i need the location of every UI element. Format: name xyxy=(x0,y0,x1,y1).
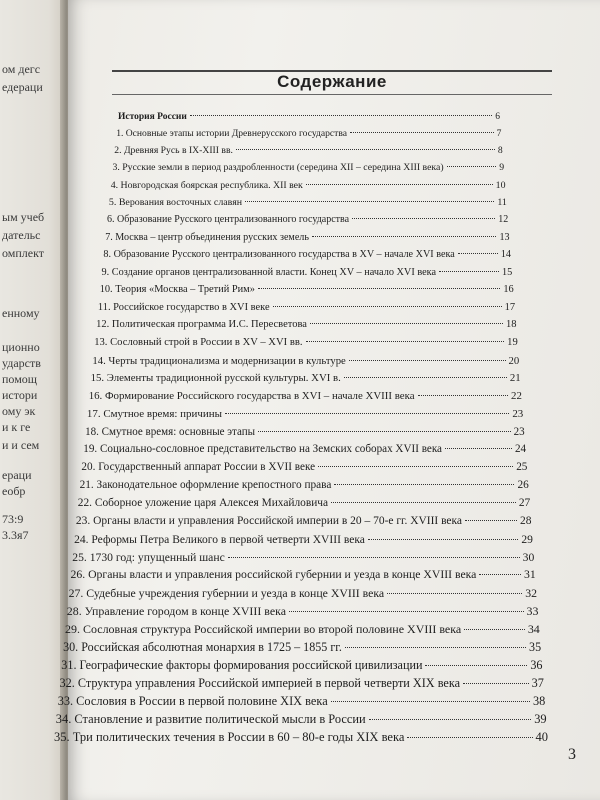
toc-entry xyxy=(83,443,526,455)
toc-entry-title: 30. Российская абсолютная монархия в 1725 – 1855 гг. xyxy=(63,640,342,655)
toc-entry-page: 25 xyxy=(516,461,528,474)
toc-entry-page: 21 xyxy=(509,372,521,385)
toc-entry xyxy=(103,249,511,260)
toc-section-heading xyxy=(118,112,500,122)
toc-leader-dots xyxy=(349,360,506,361)
toc-entry-page: 19 xyxy=(507,337,518,348)
toc-entry-title: 25. 1730 год: упущенный шанс xyxy=(72,550,225,564)
toc-entry-page: 22 xyxy=(511,390,522,403)
toc-entry-page: 27 xyxy=(518,496,531,509)
toc-leader-dots xyxy=(334,484,514,485)
page-number: 3 xyxy=(568,746,576,763)
toc-entry-page: 9 xyxy=(499,162,505,174)
toc-entry xyxy=(85,426,525,438)
toc-leader-dots xyxy=(439,271,499,272)
toc-leader-dots xyxy=(465,520,517,521)
toc-leader-dots xyxy=(331,502,516,503)
toc-entry-title: 18. Смутное время: основные этапы xyxy=(85,425,256,438)
toc-entry-title: 8. Образование Русского централизованного государства в XV – начале XVI века xyxy=(103,249,455,261)
toc-entry-title: 15. Элементы традиционной русской культуры. XVI в. xyxy=(90,372,341,385)
toc-entry-page: 37 xyxy=(531,676,544,690)
toc-leader-dots xyxy=(418,395,508,396)
toc-entry-title: 31. Географические факторы формирования российской цивилизации xyxy=(61,658,423,672)
toc-entry-title: 13. Сословный строй в России в XV – XVI вв. xyxy=(94,337,303,348)
facing-page-text-fragment: 3.3я7 xyxy=(2,528,29,542)
toc-entry xyxy=(69,586,537,601)
toc-entry-page: 39 xyxy=(534,712,547,726)
toc-entry-page: 23 xyxy=(513,425,525,438)
toc-leader-dots xyxy=(190,115,492,116)
facing-page-text-fragment: помощ xyxy=(2,372,38,386)
toc-entry-title: 10. Теория «Москва – Третий Рим» xyxy=(99,284,255,296)
toc-entry xyxy=(114,145,502,156)
facing-page-text-fragment: дательс xyxy=(2,228,41,242)
toc-entry-page: 32 xyxy=(525,586,537,601)
toc-entry-page: 11 xyxy=(497,196,507,208)
toc-entry xyxy=(81,461,527,473)
toc-entry-page: 17 xyxy=(504,301,516,313)
toc-entry-page: 23 xyxy=(512,407,524,420)
toc-entry-title: 17. Смутное время: причины xyxy=(86,407,222,420)
toc-entry xyxy=(74,533,533,546)
toc-leader-dots xyxy=(273,306,502,307)
toc-entry-page: 29 xyxy=(521,532,533,546)
toc-entry xyxy=(78,497,530,509)
toc-entry-title: 6. Образование Русского централизованного государства xyxy=(107,214,350,226)
toc-entry-title: 21. Законодательное оформление крепостного права xyxy=(79,479,332,491)
toc-entry-page: 12 xyxy=(498,214,509,226)
toc-entry-page: 34 xyxy=(527,622,540,637)
toc-entry-page: 20 xyxy=(508,354,520,367)
toc-entry xyxy=(109,197,507,208)
toc-entry-page: 18 xyxy=(505,319,517,331)
toc-leader-dots xyxy=(306,341,505,342)
toc-entry-title: 22. Соборное уложение царя Алексея Михайловича xyxy=(77,496,329,509)
toc-entry-page: 6 xyxy=(495,112,500,122)
toc-entry-page: 31 xyxy=(523,568,536,582)
toc-entry xyxy=(113,162,505,173)
toc-leader-dots xyxy=(236,149,495,150)
facing-page-text-fragment: и к ге xyxy=(2,420,31,434)
facing-page-text-fragment: истори xyxy=(2,388,38,402)
toc-entry-title: 32. Структура управления Российской империей в первой четверти XIX века xyxy=(59,676,461,690)
toc-entry-title: 16. Формирование Российского государства в XVI – начале XVIII века xyxy=(88,390,415,403)
toc-entry xyxy=(60,676,544,691)
toc-leader-dots xyxy=(447,166,497,167)
toc-leader-dots xyxy=(387,593,522,594)
toc-leader-dots xyxy=(445,448,512,449)
toc-entry-page: 8 xyxy=(497,145,503,157)
toc-entry-page: 7 xyxy=(496,128,502,140)
toc-entry-title: 34. Становление и развитие политической мысли в России xyxy=(55,712,366,726)
toc-entry-page: 13 xyxy=(499,231,510,243)
facing-page-text-fragment: ом дегс xyxy=(2,62,41,76)
toc-entry-page: 10 xyxy=(495,179,506,191)
toc-leader-dots xyxy=(425,665,527,666)
toc-entry-title: 12. Политическая программа И.С. Пересветова xyxy=(96,319,307,331)
toc-entry-page: 15 xyxy=(502,266,513,278)
toc-entry xyxy=(58,694,546,709)
toc-entry xyxy=(65,622,540,637)
toc-entry xyxy=(111,180,506,191)
toc-entry-title: История России xyxy=(118,112,187,122)
toc-entry xyxy=(76,515,532,527)
toc-leader-dots xyxy=(306,184,493,185)
toc-leader-dots xyxy=(225,413,509,414)
toc-leader-dots xyxy=(258,431,511,432)
toc-entry xyxy=(116,128,501,139)
toc-entry-title: 33. Сословия в России в первой половине XIX века xyxy=(57,694,328,708)
facing-page-text-fragment: еобр xyxy=(2,484,26,498)
toc-entry xyxy=(89,390,522,402)
toc-entry-title: 9. Создание органов централизованной власти. Конец XV – начало XVI века xyxy=(101,266,437,278)
toc-entry-page: 14 xyxy=(500,249,511,261)
toc-entry-page: 40 xyxy=(535,730,548,744)
facing-page-text-fragment: ударств xyxy=(2,356,41,370)
toc-entry-title: 24. Реформы Петра Великого в первой четверти XVIII века xyxy=(74,532,365,546)
toc-entry-title: 26. Органы власти и управления российской губернии и уезда в конце XVIII века xyxy=(70,568,477,582)
toc-leader-dots xyxy=(245,201,494,202)
toc-entry xyxy=(100,284,514,295)
toc-entry-page: 36 xyxy=(530,658,543,672)
toc-entry xyxy=(102,267,513,278)
toc-entry-title: 20. Государственный аппарат России в XVII веке xyxy=(81,461,316,474)
toc-entry xyxy=(80,479,529,491)
toc-entry-title: 19. Социально-сословное представительство на Земских соборах XVII века xyxy=(83,443,442,456)
toc-entry xyxy=(54,730,548,745)
toc-entry xyxy=(56,712,547,727)
toc-entry-title: 2. Древняя Русь в IX-XIII вв. xyxy=(114,145,233,157)
facing-page-text-fragment: ционно xyxy=(2,340,40,354)
toc-leader-dots xyxy=(310,323,503,324)
toc-leader-dots xyxy=(458,253,498,254)
toc-entry xyxy=(98,302,515,313)
facing-page-text-fragment: енному xyxy=(2,306,40,320)
toc-leader-dots xyxy=(369,719,532,720)
toc-leader-dots xyxy=(407,737,532,738)
toc-entry-title: 27. Судебные учреждения губернии и уезда в конце XVIII века xyxy=(68,586,385,601)
toc-entry-page: 30 xyxy=(522,550,535,564)
page-title: Содержание xyxy=(277,72,387,91)
facing-page-text-fragment: ым учеб xyxy=(2,210,45,224)
toc-entry-title: 35. Три политических течения в России в 60 – 80-е годы XIX века xyxy=(54,730,405,744)
toc-entry-page: 35 xyxy=(529,640,542,655)
toc-entry-title: 4. Новгородская боярская республика. XII век xyxy=(110,179,303,191)
toc-entry xyxy=(94,337,518,348)
toc-leader-dots xyxy=(312,236,497,237)
toc-entry-title: 14. Черты традиционализма и модернизации в культуре xyxy=(92,354,346,367)
toc-leader-dots xyxy=(258,288,500,289)
toc-leader-dots xyxy=(464,629,525,630)
toc-entry xyxy=(91,372,521,384)
toc-leader-dots xyxy=(318,466,513,467)
toc-leader-dots xyxy=(345,647,526,648)
toc-leader-dots xyxy=(463,683,529,684)
toc-leader-dots xyxy=(289,611,524,612)
toc-leader-dots xyxy=(331,701,530,702)
facing-page-text-fragment: омплект xyxy=(2,246,45,260)
toc-entry-title: 1. Основные этапы истории Древнерусского государства xyxy=(116,128,348,140)
toc-entry xyxy=(72,551,534,564)
toc-entry xyxy=(63,640,541,655)
toc-entry xyxy=(71,568,536,581)
toc-entry xyxy=(87,408,523,420)
toc-entry-title: 5. Верования восточных славян xyxy=(108,196,243,208)
toc-leader-dots xyxy=(368,539,518,540)
toc-entry xyxy=(107,214,508,225)
toc-entry xyxy=(105,232,509,243)
toc-leader-dots xyxy=(228,557,520,558)
toc-entry-page: 38 xyxy=(532,694,546,708)
toc-entry-title: 29. Сословная структура Российской империи во второй половине XVIII века xyxy=(65,622,462,637)
toc-entry-title: 11. Российское государство в XVI веке xyxy=(97,301,270,313)
toc-entry xyxy=(61,658,542,673)
toc-entry xyxy=(92,355,519,367)
toc-entry-page: 16 xyxy=(503,284,514,296)
toc-entry xyxy=(96,319,516,330)
facing-page-text-fragment: 73:9 xyxy=(2,512,24,526)
toc-entry-title: 23. Органы власти и управления Российской империи в 20 – 70-е гг. XVIII века xyxy=(75,514,463,527)
toc-leader-dots xyxy=(344,377,507,378)
toc-leader-dots xyxy=(352,218,495,219)
toc-leader-dots xyxy=(350,132,494,133)
facing-page-text-fragment: ому эк xyxy=(2,404,36,418)
toc-entry-page: 28 xyxy=(520,514,532,527)
toc-entry-page: 33 xyxy=(526,604,539,619)
toc-entry-page: 26 xyxy=(517,479,529,491)
facing-page-text-fragment: и и сем xyxy=(2,438,40,452)
toc-entry-page: 24 xyxy=(514,443,527,456)
toc-entry-title: 3. Русские земли в период раздробленности (середина XII – середина XIII века) xyxy=(112,162,444,174)
toc-entry-title: 7. Москва – центр объединения русских земель xyxy=(105,231,309,243)
toc-leader-dots xyxy=(479,574,521,575)
toc-entry-title: 28. Управление городом в конце XVIII века xyxy=(66,604,286,619)
facing-page-text-fragment: едераци xyxy=(2,80,43,94)
toc-entry xyxy=(67,604,539,619)
facing-page-text-fragment: ераци xyxy=(2,468,32,482)
